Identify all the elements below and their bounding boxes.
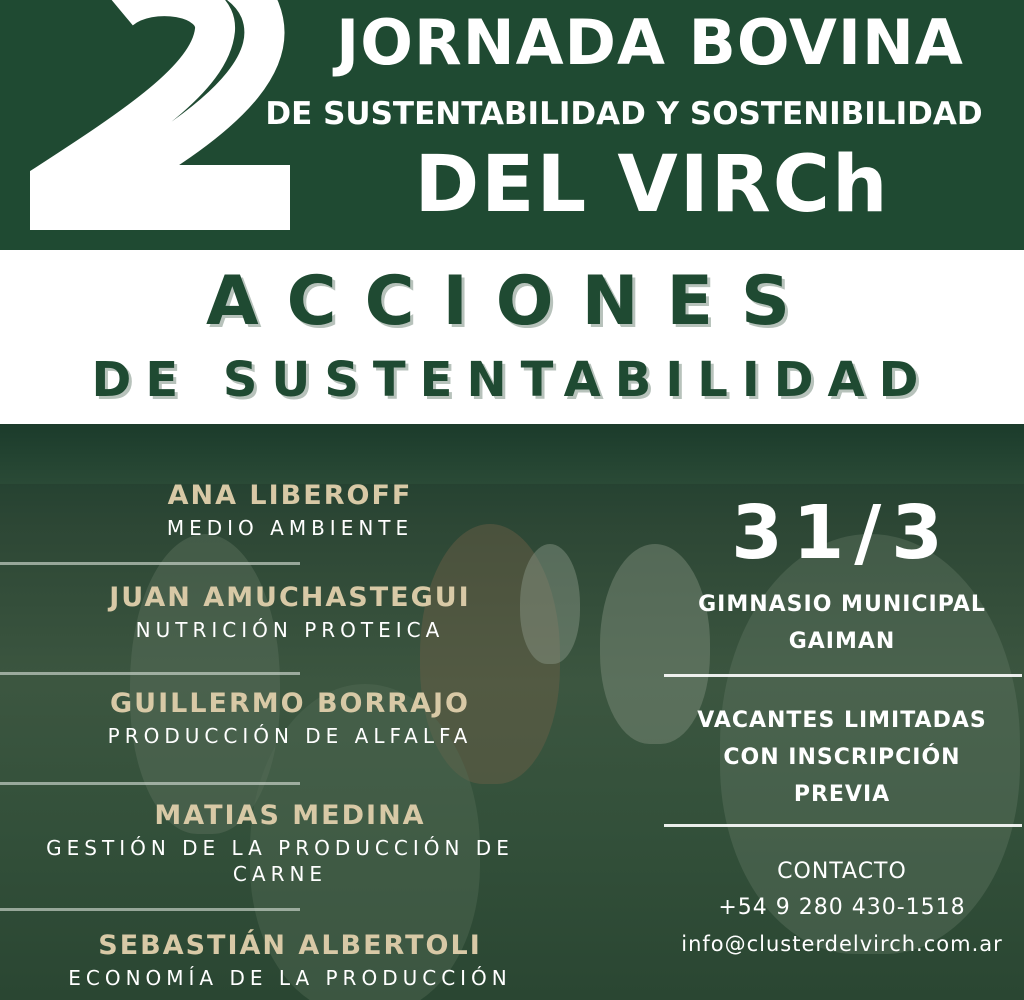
divider <box>0 672 300 675</box>
speaker-name: SEBASTIÁN ALBERTOLI <box>98 930 482 961</box>
notice-line: PREVIA <box>793 782 891 807</box>
speakers-list <box>0 424 560 1000</box>
contact-phone[interactable]: +54 9 280 430-1518 <box>718 895 966 920</box>
speaker-item <box>10 930 570 991</box>
event-date: 31/3 <box>731 490 953 576</box>
divider <box>0 908 300 911</box>
event-info <box>660 424 1024 1000</box>
divider <box>0 562 300 565</box>
notice-line: CON INSCRIPCIÓN <box>723 745 961 770</box>
venue-name: GIMNASIO MUNICIPAL <box>698 592 986 617</box>
divider <box>664 824 1022 827</box>
event-region: DEL VIRCh <box>414 140 890 230</box>
speaker-name: ANA LIBEROFF <box>167 480 413 511</box>
speaker-topic: PRODUCCIÓN DE ALFALFA <box>107 724 473 748</box>
event-title: JORNADA BOVINA <box>336 6 964 79</box>
speaker-name: JUAN AMUCHASTEGUI <box>109 582 471 613</box>
speaker-topic: NUTRICIÓN PROTEICA <box>135 618 445 642</box>
theme-subheading: DE SUSTENTABILIDAD <box>91 352 933 408</box>
speaker-item <box>10 800 570 887</box>
speaker-name: MATIAS MEDINA <box>154 800 426 831</box>
venue-city: GAIMAN <box>788 629 896 654</box>
event-subtitle: DE SUSTENTABILIDAD Y SOSTENIBILIDAD <box>265 96 983 132</box>
header-section <box>0 0 1024 250</box>
contact-email[interactable]: info@clusterdelvirch.com.ar <box>681 932 1003 956</box>
speaker-topic: GESTIÓN DE LA PRODUCCIÓN DE CARNE <box>46 836 514 886</box>
speaker-topic: MEDIO AMBIENTE <box>166 516 414 540</box>
divider <box>664 674 1022 677</box>
speaker-name: GUILLERMO BORRAJO <box>109 688 470 719</box>
speaker-item <box>10 688 570 749</box>
speaker-item <box>10 582 570 643</box>
speaker-topic: ECONOMÍA DE LA PRODUCCIÓN <box>68 966 512 990</box>
contact-label: CONTACTO <box>777 859 907 884</box>
speaker-item <box>10 480 570 541</box>
notice-line: VACANTES LIMITADAS <box>697 708 987 733</box>
theme-heading: ACCIONES <box>206 262 818 341</box>
divider <box>0 782 300 785</box>
